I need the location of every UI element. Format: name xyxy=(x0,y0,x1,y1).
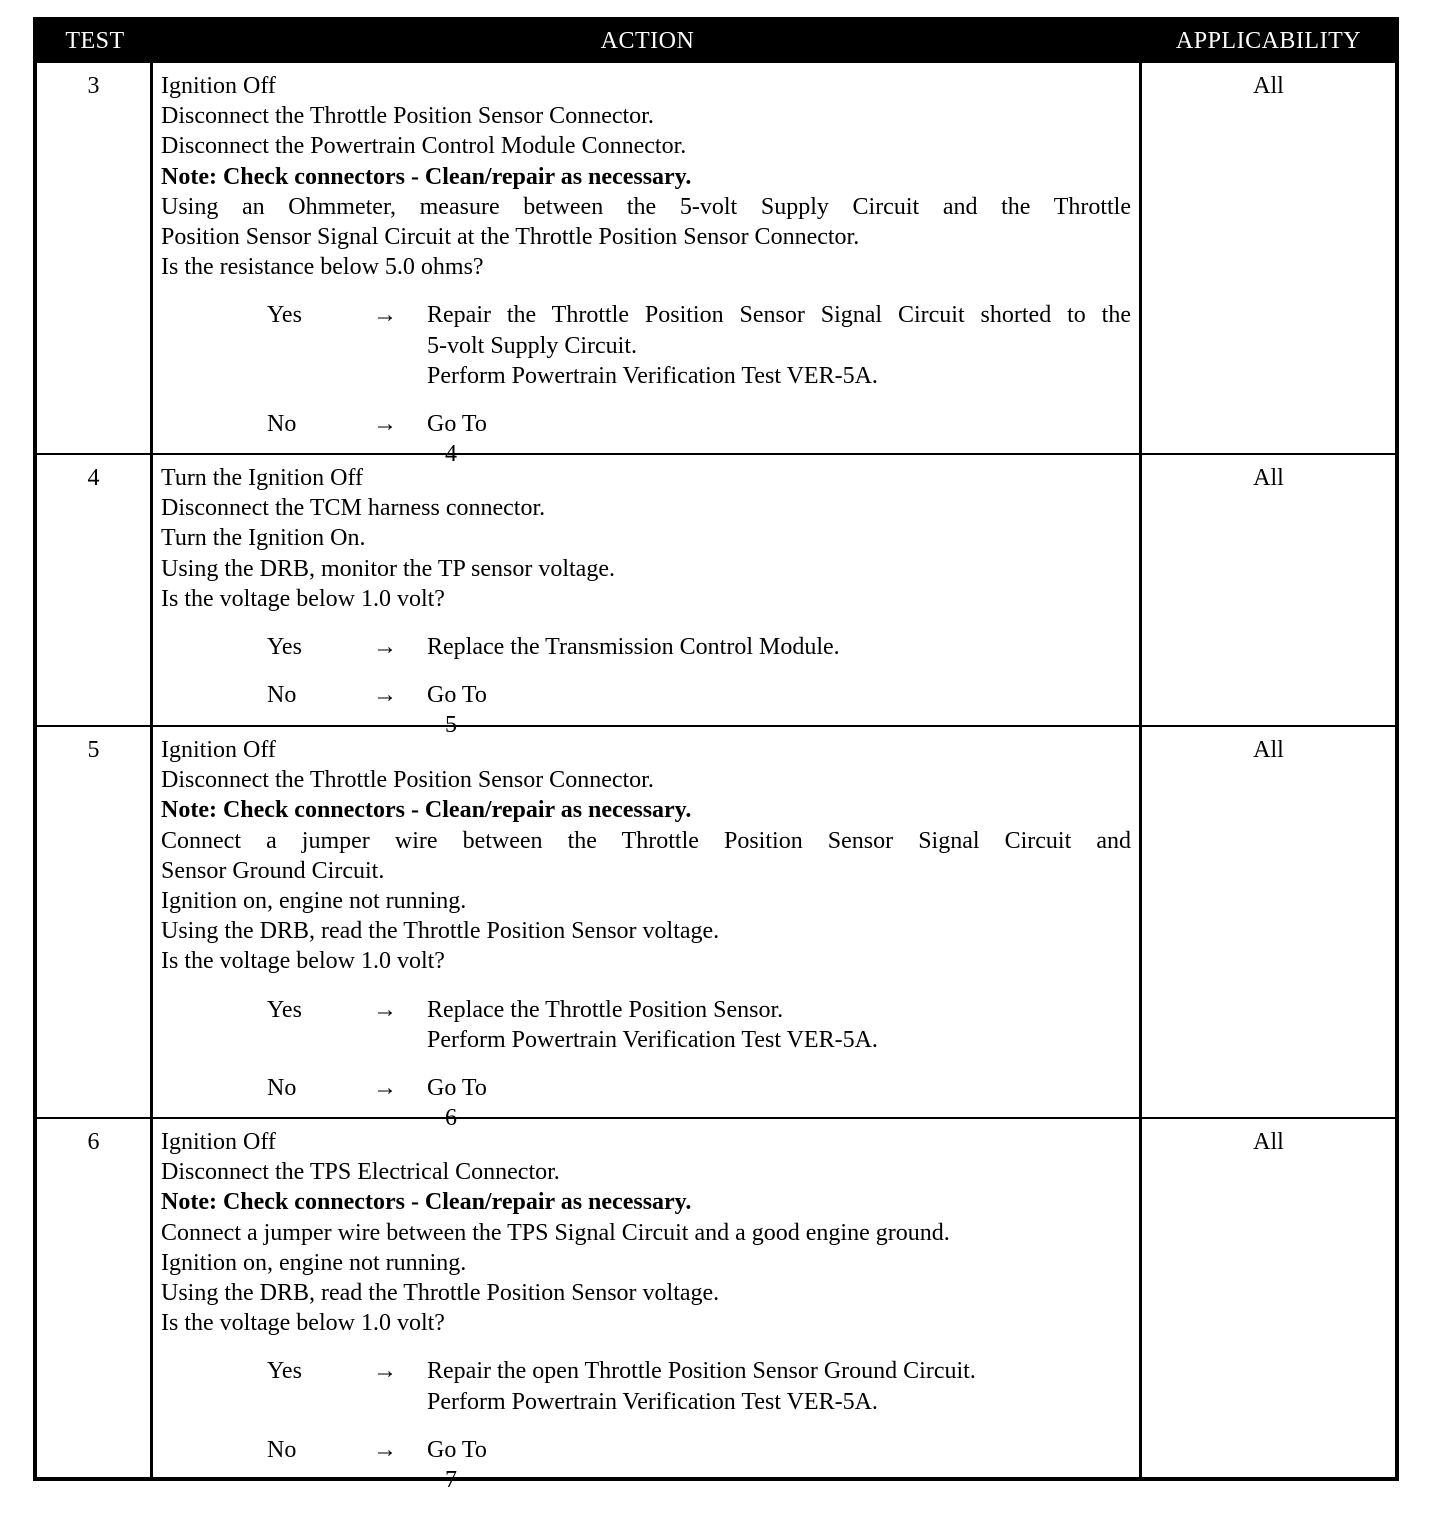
action-line: Ignition Off xyxy=(161,73,276,99)
no-outcome xyxy=(161,1435,1131,1495)
action-cell xyxy=(153,727,1142,1132)
test-number: 5 xyxy=(37,727,153,1117)
header-applicability: APPLICABILITY xyxy=(1175,27,1362,54)
yes-action-line: Repair the Throttle Position Sensor Signal Circuit shorted to the xyxy=(427,302,1131,329)
goto-target: 7 xyxy=(445,1467,457,1494)
yes-label: Yes xyxy=(267,634,302,661)
arrow-right-icon: → xyxy=(373,302,397,329)
action-line: Turn the Ignition Off xyxy=(161,465,364,491)
applicability-cell: All xyxy=(1253,73,1284,99)
no-label: No xyxy=(267,1436,297,1463)
action-line: Position Sensor Signal Circuit at the Throttle Position Sensor Connector. xyxy=(161,224,860,251)
yes-outcome xyxy=(161,632,1131,662)
test-number: 3 xyxy=(37,63,153,453)
yes-label: Yes xyxy=(267,302,302,329)
question-line: Is the resistance below 5.0 ohms? xyxy=(161,254,484,281)
table-row xyxy=(37,453,1395,739)
arrow-right-icon: → xyxy=(373,996,397,1023)
goto-text: Go To xyxy=(427,411,487,438)
question-line: Is the voltage below 1.0 volt? xyxy=(161,1310,445,1337)
action-line: Turn the Ignition On. xyxy=(161,525,366,552)
action-line: Disconnect the Powertrain Control Module Connector. xyxy=(161,133,687,160)
goto-target: 5 xyxy=(445,712,457,739)
table-row xyxy=(37,1117,1395,1494)
action-line: Sensor Ground Circuit. xyxy=(161,857,385,884)
action-line: Using the DRB, read the Throttle Position Sensor voltage. xyxy=(161,1280,720,1307)
yes-outcome xyxy=(161,1356,1131,1416)
yes-outcome xyxy=(161,995,1131,1055)
yes-label: Yes xyxy=(267,996,302,1023)
header-action: ACTION xyxy=(600,27,695,54)
action-line: Disconnect the Throttle Position Sensor Connector. xyxy=(161,767,654,794)
yes-label: Yes xyxy=(267,1358,302,1385)
no-label: No xyxy=(267,1075,297,1102)
action-line: Using the DRB, read the Throttle Position Sensor voltage. xyxy=(161,918,720,945)
arrow-right-icon: → xyxy=(373,411,397,438)
applicability-cell: All xyxy=(1253,1129,1284,1155)
arrow-right-icon: → xyxy=(373,682,397,709)
arrow-right-icon: → xyxy=(373,1358,397,1385)
action-line: Connect a jumper wire between the Throttle Position Sensor Signal Circuit and xyxy=(161,827,1131,854)
yes-action-line: Replace the Throttle Position Sensor. xyxy=(427,996,784,1023)
yes-action-line: Perform Powertrain Verification Test VER-5A. xyxy=(427,1388,878,1415)
no-label: No xyxy=(267,682,297,709)
action-cell xyxy=(153,1119,1142,1494)
note-line: Note: Check connectors - Clean/repair as necessary. xyxy=(161,163,692,190)
action-cell xyxy=(153,455,1142,739)
action-line: Disconnect the Throttle Position Sensor Connector. xyxy=(161,103,654,130)
table-row xyxy=(37,725,1395,1132)
test-number: 6 xyxy=(37,1119,153,1477)
action-line: Using the DRB, monitor the TP sensor voltage. xyxy=(161,555,615,582)
diagnostic-test-table xyxy=(33,17,1399,1494)
yes-action-line: Perform Powertrain Verification Test VER-5A. xyxy=(427,362,878,389)
arrow-right-icon: → xyxy=(373,1075,397,1102)
table-header xyxy=(37,21,1395,61)
action-cell xyxy=(153,63,1142,468)
yes-action-line: 5-volt Supply Circuit. xyxy=(427,332,637,359)
note-line: Note: Check connectors - Clean/repair as necessary. xyxy=(161,797,692,824)
action-line: Ignition on, engine not running. xyxy=(161,888,467,915)
yes-action-line: Replace the Transmission Control Module. xyxy=(427,634,840,661)
header-test: TEST xyxy=(65,27,125,54)
action-line: Ignition Off xyxy=(161,737,276,763)
test-number: 4 xyxy=(37,455,153,725)
goto-text: Go To xyxy=(427,682,487,709)
note-line: Note: Check connectors - Clean/repair as necessary. xyxy=(161,1189,692,1216)
goto-target: 4 xyxy=(445,441,457,468)
yes-action-line: Repair the open Throttle Position Sensor Ground Circuit. xyxy=(427,1358,976,1385)
arrow-right-icon: → xyxy=(373,634,397,661)
action-line: Disconnect the TPS Electrical Connector. xyxy=(161,1159,560,1186)
action-line: Using an Ohmmeter, measure between the 5-volt Supply Circuit and the Throttle xyxy=(161,193,1131,220)
action-line: Ignition on, engine not running. xyxy=(161,1249,467,1276)
no-label: No xyxy=(267,411,297,438)
table-row xyxy=(37,61,1395,468)
applicability-cell: All xyxy=(1253,465,1284,491)
yes-outcome xyxy=(161,300,1131,391)
applicability-cell: All xyxy=(1253,737,1284,763)
goto-target: 6 xyxy=(445,1105,457,1132)
action-line: Connect a jumper wire between the TPS Signal Circuit and a good engine ground. xyxy=(161,1219,950,1246)
action-line: Disconnect the TCM harness connector. xyxy=(161,495,546,522)
action-line: Ignition Off xyxy=(161,1129,276,1155)
question-line: Is the voltage below 1.0 volt? xyxy=(161,948,445,975)
goto-text: Go To xyxy=(427,1075,487,1102)
yes-action-line: Perform Powertrain Verification Test VER-5A. xyxy=(427,1026,878,1053)
question-line: Is the voltage below 1.0 volt? xyxy=(161,585,445,612)
goto-text: Go To xyxy=(427,1436,487,1463)
arrow-right-icon: → xyxy=(373,1436,397,1463)
